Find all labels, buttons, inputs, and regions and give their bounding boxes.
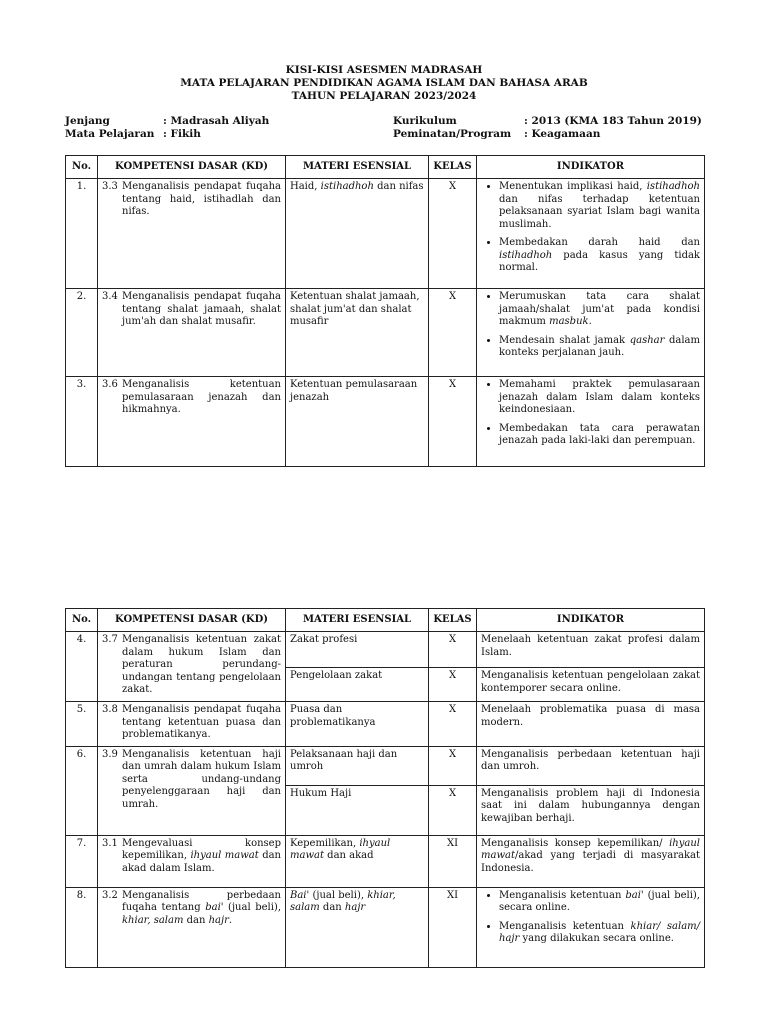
meta-mapel-label: Mata Pelajaran bbox=[65, 128, 155, 140]
row-indikator bbox=[477, 835, 705, 887]
col-header-indikator: INDIKATOR bbox=[477, 609, 705, 632]
table-row bbox=[66, 377, 705, 467]
row-no: 8. bbox=[66, 887, 98, 967]
row-no: 4. bbox=[66, 632, 98, 702]
row-kelas: XI bbox=[429, 835, 477, 887]
row-materi: Ketentuan shalat jamaah, shalat jum'at dan shalat musafir bbox=[286, 289, 429, 377]
row-indikator: Menganalisis problem haji di Indonesia saat ini dalam hubungannya dengan kewajiban berhaji. bbox=[477, 785, 705, 835]
kd-text: Menganalisis pendapat fuqaha tentang haid, istihadlah dan nifas. bbox=[122, 181, 281, 217]
table-row bbox=[66, 179, 705, 289]
row-materi: Zakat profesi bbox=[286, 632, 429, 668]
row-materi bbox=[286, 835, 429, 887]
row-kelas: X bbox=[429, 377, 477, 467]
indikator-text: yang dilakukan secara online. bbox=[519, 933, 674, 944]
kd-text-part: . bbox=[228, 914, 233, 926]
row-kd bbox=[98, 377, 286, 467]
kd-code: 3.9 bbox=[102, 748, 118, 760]
table-row bbox=[66, 746, 705, 785]
indikator-text: Menganalisis ketentuan bbox=[499, 920, 631, 932]
indikator-item bbox=[499, 291, 700, 329]
row-materi bbox=[286, 179, 429, 289]
row-kelas: X bbox=[429, 632, 477, 668]
row-no: 3. bbox=[66, 377, 98, 467]
indikator-text: . bbox=[588, 316, 592, 327]
table-row bbox=[66, 702, 705, 747]
indikator-text: Menganalisis konsep kepemilikan/ bbox=[481, 837, 670, 849]
col-header-kd: KOMPETENSI DASAR (KD) bbox=[98, 156, 286, 179]
indikator-text: Menganalisis ketentuan bbox=[499, 889, 626, 901]
kd-text-italic: bai' bbox=[205, 902, 224, 913]
indikator-text: Mendesain shalat jamak bbox=[499, 334, 630, 346]
indikator-text: dan nifas terhadap ketentuan pelaksanaan syariat Islam bagi wanita muslimah. bbox=[499, 193, 700, 230]
kisi-table-2 bbox=[65, 608, 705, 968]
materi-text: dan akad bbox=[323, 850, 374, 861]
materi-text-italic: ihyaul mawat bbox=[290, 837, 391, 861]
kd-text-italic: hajr bbox=[208, 914, 229, 926]
indikator-item bbox=[499, 890, 700, 915]
kd-text-part: Mengevaluasi konsep kepemilikan, bbox=[122, 837, 281, 861]
indikator-text-italic: masbuk bbox=[549, 316, 589, 327]
kd-code: 3.2 bbox=[102, 889, 118, 901]
materi-text-italic: khiar, salam bbox=[290, 889, 396, 913]
kd-text-part: (jual beli), bbox=[223, 902, 281, 913]
row-kd bbox=[98, 887, 286, 967]
indikator-text: dalam konteks perjalanan jauh. bbox=[499, 334, 701, 358]
kd-text: Menganalisis ketentuan haji dan umrah dalam hukum Islam serta undang-undang penyelenggaraan haji dan umrah. bbox=[122, 748, 281, 810]
row-kelas: X bbox=[429, 702, 477, 747]
materi-text-italic: istihadhoh bbox=[320, 181, 374, 192]
indikator-item bbox=[499, 181, 700, 231]
kd-code: 3.4 bbox=[102, 291, 118, 302]
indikator-item bbox=[499, 921, 700, 946]
indikator-item bbox=[499, 335, 700, 360]
indikator-item: • Memahami praktek pemulasaraan jenazah dalam Islam dalam konteks keindonesiaan. bbox=[499, 379, 700, 417]
row-materi: Ketentuan pemulasaraan jenazah bbox=[286, 377, 429, 467]
row-materi: Pengelolaan zakat bbox=[286, 668, 429, 702]
row-no: 7. bbox=[66, 835, 98, 887]
indikator-text-italic: bai' bbox=[625, 889, 644, 901]
materi-text: (jual beli), bbox=[309, 889, 368, 901]
meta-jenjang-value: : Madrasah Aliyah bbox=[163, 115, 270, 127]
row-kelas: X bbox=[429, 785, 477, 835]
col-header-materi: MATERI ESENSIAL bbox=[286, 609, 429, 632]
kd-text: Menganalisis ketentuan zakat dalam hukum Islam dan peraturan perundang-undangan tentang pengelolaan zakat. bbox=[122, 634, 281, 695]
col-header-kelas: KELAS bbox=[429, 156, 477, 179]
row-kelas: X bbox=[429, 289, 477, 377]
col-header-kelas: KELAS bbox=[429, 609, 477, 632]
row-kelas: X bbox=[429, 179, 477, 289]
meta-mapel-value: : Fikih bbox=[163, 128, 201, 140]
row-indikator bbox=[477, 377, 705, 467]
table-row bbox=[66, 632, 705, 668]
meta-peminatan-label: Peminatan/Program bbox=[393, 128, 512, 140]
table-header-row bbox=[66, 156, 705, 179]
kisi-table-1 bbox=[65, 155, 705, 467]
row-indikator bbox=[477, 179, 705, 289]
indikator-item: • Membedakan tata cara perawatan jenazah pada laki-laki dan perempuan. bbox=[499, 423, 700, 448]
row-kd bbox=[98, 179, 286, 289]
row-no: 1. bbox=[66, 179, 98, 289]
row-no: 6. bbox=[66, 746, 98, 835]
indikator-text: /akad yang terjadi di masyarakat Indonesia. bbox=[481, 850, 700, 874]
row-kelas: X bbox=[429, 668, 477, 702]
row-kd bbox=[98, 632, 286, 702]
materi-text: dan nifas bbox=[373, 181, 424, 192]
row-materi: Hukum Haji bbox=[286, 785, 429, 835]
meta-peminatan-value: : Keagamaan bbox=[524, 128, 601, 140]
meta-kurikulum-value: : 2013 (KMA 183 Tahun 2019) bbox=[524, 115, 702, 127]
row-no: 5. bbox=[66, 702, 98, 747]
table-row bbox=[66, 289, 705, 377]
materi-text: Haid, bbox=[290, 181, 321, 192]
kd-text bbox=[122, 890, 281, 928]
col-header-no: No. bbox=[66, 609, 98, 632]
row-indikator bbox=[477, 289, 705, 377]
row-kelas: XI bbox=[429, 887, 477, 967]
kd-code: 3.6 bbox=[102, 379, 118, 390]
indikator-text: Menentukan implikasi haid, bbox=[499, 181, 647, 192]
col-header-no: No. bbox=[66, 156, 98, 179]
indikator-text-italic: khiar/ salam/ hajr bbox=[499, 920, 701, 944]
kd-code: 3.8 bbox=[102, 704, 118, 715]
indikator-item bbox=[499, 237, 700, 275]
materi-text: Kepemilikan, bbox=[290, 837, 360, 849]
kd-text: Menganalisis pendapat fuqaha tentang ketentuan puasa dan problematikanya. bbox=[122, 704, 281, 740]
indikator-text: Merumuskan tata cara shalat jamaah/shalat jum'at pada kondisi makmum bbox=[499, 291, 700, 327]
indikator-text-italic: istihadhoh bbox=[646, 181, 700, 192]
row-indikator: Menganalisis ketentuan pengelolaan zakat kontemporer secara online. bbox=[477, 668, 705, 702]
row-materi: Pelaksanaan haji dan umroh bbox=[286, 746, 429, 785]
meta-jenjang-label: Jenjang bbox=[65, 115, 110, 127]
kd-text-part: Menganalisis perbedaan fuqaha tentang bbox=[122, 889, 281, 913]
indikator-text: Membedakan darah haid dan bbox=[499, 237, 700, 248]
row-indikator: Menelaah problematika puasa di masa modern. bbox=[477, 702, 705, 747]
table-header-row bbox=[66, 609, 705, 632]
materi-text-italic: hajr bbox=[344, 902, 366, 913]
table-row bbox=[66, 835, 705, 887]
kd-text-part: dan akad dalam Islam. bbox=[122, 850, 281, 874]
row-kd bbox=[98, 289, 286, 377]
kd-text: Menganalisis pendapat fuqaha tentang shalat jamaah, shalat jum'ah dan shalat musafir. bbox=[122, 291, 281, 327]
indikator-text: pada kasus yang tidak normal. bbox=[499, 249, 700, 273]
materi-text: dan bbox=[319, 902, 345, 913]
row-indikator: Menelaah ketentuan zakat profesi dalam Islam. bbox=[477, 632, 705, 668]
row-indikator: Menganalisis perbedaan ketentuan haji dan umroh. bbox=[477, 746, 705, 785]
indikator-text-italic: istihadhoh bbox=[499, 249, 553, 261]
materi-text-italic: Bai' bbox=[290, 889, 310, 901]
col-header-indikator: INDIKATOR bbox=[477, 156, 705, 179]
meta-kurikulum-label: Kurikulum bbox=[393, 115, 457, 127]
indikator-text-italic: ihyaul mawat bbox=[481, 837, 700, 861]
kd-text-italic: khiar, salam bbox=[122, 914, 184, 926]
table-row bbox=[66, 887, 705, 967]
doc-title-line1: KISI-KISI ASESMEN MADRASAH bbox=[285, 64, 483, 76]
col-header-kd: KOMPETENSI DASAR (KD) bbox=[98, 609, 286, 632]
col-header-materi: MATERI ESENSIAL bbox=[286, 156, 429, 179]
kd-code: 3.1 bbox=[102, 837, 118, 849]
kd-code: 3.3 bbox=[102, 181, 118, 192]
kd-text-italic: ihyaul mawat bbox=[190, 850, 259, 861]
row-materi: Puasa dan problematikanya bbox=[286, 702, 429, 747]
doc-title-line3: TAHUN PELAJARAN 2023/2024 bbox=[291, 90, 477, 102]
kd-text-part: dan bbox=[183, 914, 209, 926]
kd-code: 3.7 bbox=[102, 634, 118, 645]
row-materi bbox=[286, 887, 429, 967]
kd-text: Menganalisis ketentuan pemulasaraan jenazah dan hikmahnya. bbox=[122, 379, 281, 415]
indikator-text-italic: qashar bbox=[629, 334, 665, 346]
row-kd bbox=[98, 746, 286, 835]
row-indikator bbox=[477, 887, 705, 967]
indikator-text: (jual beli), secara online. bbox=[499, 889, 700, 913]
doc-title-line2: MATA PELAJARAN PENDIDIKAN AGAMA ISLAM DAN BAHASA ARAB bbox=[180, 77, 588, 89]
row-no: 2. bbox=[66, 289, 98, 377]
row-kd bbox=[98, 835, 286, 887]
kd-text bbox=[122, 838, 281, 876]
row-kd bbox=[98, 702, 286, 747]
row-kelas: X bbox=[429, 746, 477, 785]
